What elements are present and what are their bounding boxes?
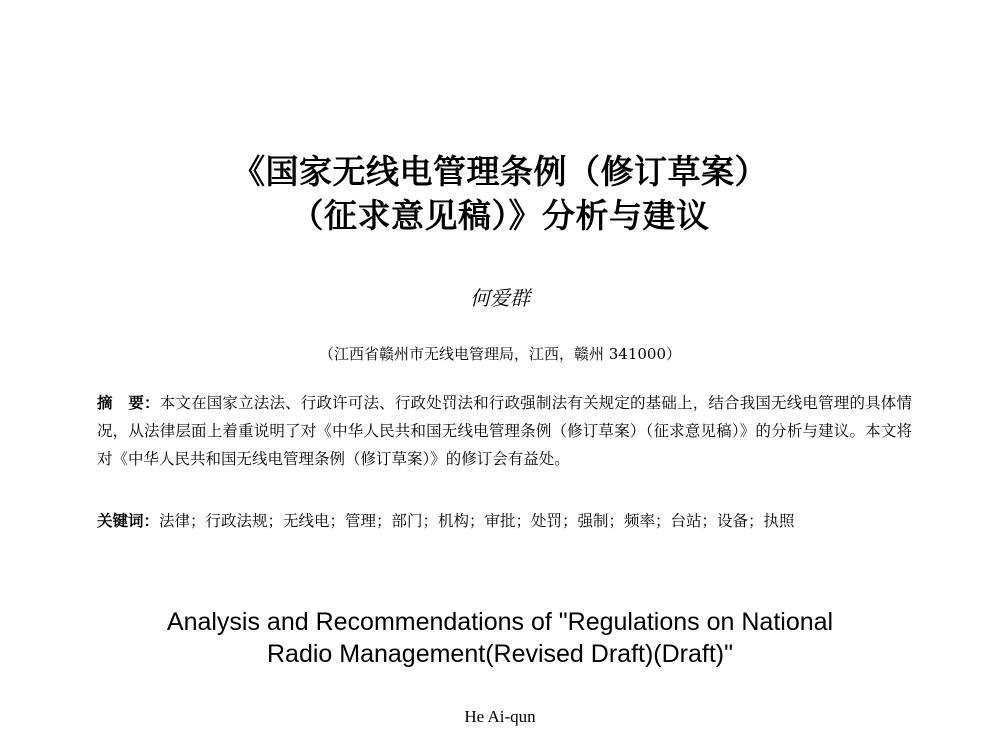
chinese-title-line-1: 《国家无线电管理条例（修订草案） bbox=[232, 152, 768, 191]
english-title bbox=[0, 606, 1000, 670]
abstract bbox=[97, 389, 912, 473]
keywords-text: 法律；行政法规；无线电；管理；部门；机构；审批；处罚；强制；频率；台站；设备；执照 bbox=[159, 512, 795, 530]
abstract-text: 本文在国家立法法、行政许可法、行政处罚法和行政强制法有关规定的基础上，结合我国无线电管理的具体情况，从法律层面上着重说明了对《中华人民共和国无线电管理条例（修订草案）（征求意见稿）》的分析与建议。本文将对《中华人民共和国无线电管理条例（修订草案）》的修订会有益处。 bbox=[97, 394, 912, 468]
keywords bbox=[97, 507, 912, 535]
chinese-affiliation: （江西省赣州市无线电管理局，江西，赣州 341000） bbox=[318, 345, 682, 363]
english-author: He Ai-qun bbox=[464, 707, 536, 726]
abstract-label: 摘 要： bbox=[97, 393, 160, 412]
english-title-line-2: Radio Management(Revised Draft)(Draft)" bbox=[267, 640, 733, 668]
chinese-title-line-2: （征求意见稿）》分析与建议 bbox=[290, 196, 710, 235]
english-title-line-1: Analysis and Recommendations of "Regulations on National bbox=[166, 608, 834, 636]
keywords-label: 关键词： bbox=[97, 511, 160, 530]
chinese-title bbox=[0, 150, 1000, 238]
chinese-author: 何爱群 bbox=[470, 286, 530, 310]
